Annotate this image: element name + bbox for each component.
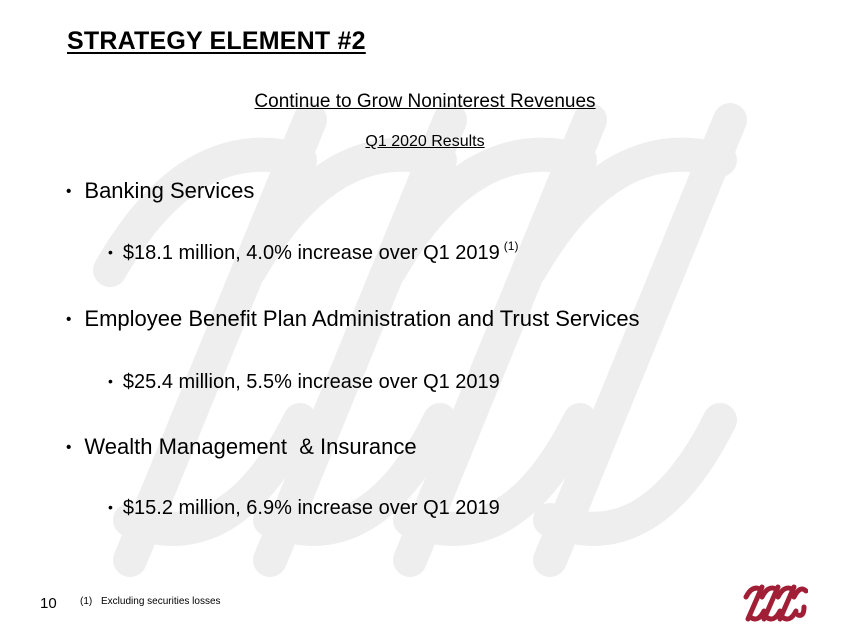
footnote (80, 596, 221, 607)
slide-subtitle: Continue to Grow Noninterest Revenues (254, 91, 596, 112)
slide-subheading: Q1 2020 Results (365, 133, 485, 150)
sub-bullet-wealth-management (108, 497, 500, 520)
bullet-icon: • (66, 439, 72, 456)
page-number: 10 (40, 595, 57, 612)
sub-bullet-text: $25.4 million, 5.5% increase over Q1 2019 (122, 371, 500, 393)
slide-title: STRATEGY ELEMENT #2 (67, 27, 366, 55)
bullet-label: Banking Services (84, 178, 255, 203)
chain-link-logo (742, 583, 808, 623)
sub-bullet-text: $15.2 million, 6.9% increase over Q1 2019 (122, 497, 500, 519)
bullet-icon: • (108, 373, 113, 389)
sub-bullet-text: $18.1 million, 4.0% increase over Q1 2019 (122, 242, 500, 264)
footnote-reference: (1) (503, 239, 519, 253)
bullet-icon: • (108, 244, 113, 260)
bullet-wealth-management (66, 434, 417, 460)
sub-bullet-banking-services (108, 239, 519, 265)
footnote-mark: (1) (80, 596, 93, 607)
bullet-icon: • (108, 499, 113, 515)
bullet-icon: • (66, 311, 72, 328)
bullet-banking-services (66, 178, 254, 204)
bullet-label: Wealth Management & Insurance (84, 434, 417, 459)
sub-bullet-employee-benefit (108, 371, 500, 394)
footnote-text: Excluding securities losses (101, 596, 221, 607)
bullet-label: Employee Benefit Plan Administration and Trust Services (84, 306, 640, 331)
bullet-icon: • (66, 183, 72, 200)
bullet-employee-benefit (66, 306, 640, 332)
